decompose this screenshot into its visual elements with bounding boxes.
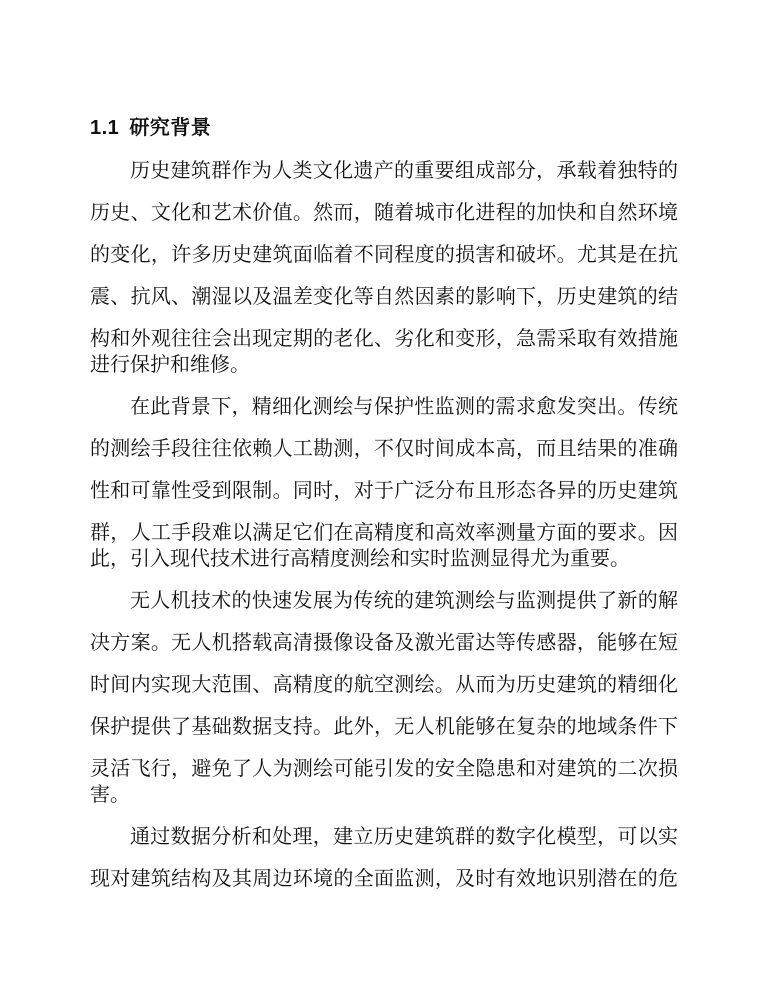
paragraph-3-line-3: 时间内实现大范围、高精度的航空测绘。从而为历史建筑的精细化 — [90, 672, 678, 696]
paragraph-2-line-3: 性和可靠性受到限制。同时，对于广泛分布且形态各异的历史建筑 — [90, 478, 678, 502]
paragraph-4-line-1: 通过数据分析和处理，建立历史建筑群的数字化模型，可以实 — [130, 824, 678, 848]
paragraph-3-line-4: 保护提供了基础数据支持。此外，无人机能够在复杂的地域条件下 — [90, 714, 678, 738]
paragraph-1-line-1: 历史建筑群作为人类文化遗产的重要组成部分，承载着独特的 — [130, 158, 678, 182]
section-number: 1.1 — [90, 117, 120, 139]
paragraph-1-line-3: 的变化，许多历史建筑面临着不同程度的损害和破坏。尤其是在抗 — [90, 242, 678, 266]
paragraph-2-line-4: 群，人工手段难以满足它们在高精度和高效率测量方面的要求。因 — [90, 520, 678, 544]
paragraph-1-line-5: 构和外观往往会出现定期的老化、劣化和变形，急需采取有效措施 — [90, 326, 678, 350]
paragraph-1-line-2: 历史、文化和艺术价值。然而，随着城市化进程的加快和自然环境 — [90, 200, 678, 224]
paragraph-3-line-5: 灵活飞行，避免了人为测绘可能引发的安全隐患和对建筑的二次损 — [90, 756, 678, 780]
paragraph-2-line-2: 的测绘手段往往依赖人工勘测，不仅时间成本高，而且结果的准确 — [90, 436, 678, 460]
paragraph-1-line-6: 进行保护和维修。 — [90, 352, 250, 376]
paragraph-3-line-2: 决方案。无人机搭载高清摄像设备及激光雷达等传感器，能够在短 — [90, 630, 678, 654]
paragraph-2-line-1: 在此背景下，精细化测绘与保护性监测的需求愈发突出。传统 — [130, 394, 678, 418]
paragraph-3-line-1: 无人机技术的快速发展为传统的建筑测绘与监测提供了新的解 — [130, 588, 678, 612]
paragraph-3-line-6: 害。 — [90, 782, 130, 806]
section-title: 研究背景 — [129, 115, 212, 139]
paragraph-1-line-4: 震、抗风、潮湿以及温差变化等自然因素的影响下，历史建筑的结 — [90, 284, 678, 308]
paragraph-4-line-2: 现对建筑结构及其周边环境的全面监测，及时有效地识别潜在的危 — [90, 866, 678, 890]
section-heading — [90, 114, 211, 141]
paragraph-2-line-5: 此，引入现代技术进行高精度测绘和实时监测显得尤为重要。 — [90, 546, 630, 570]
